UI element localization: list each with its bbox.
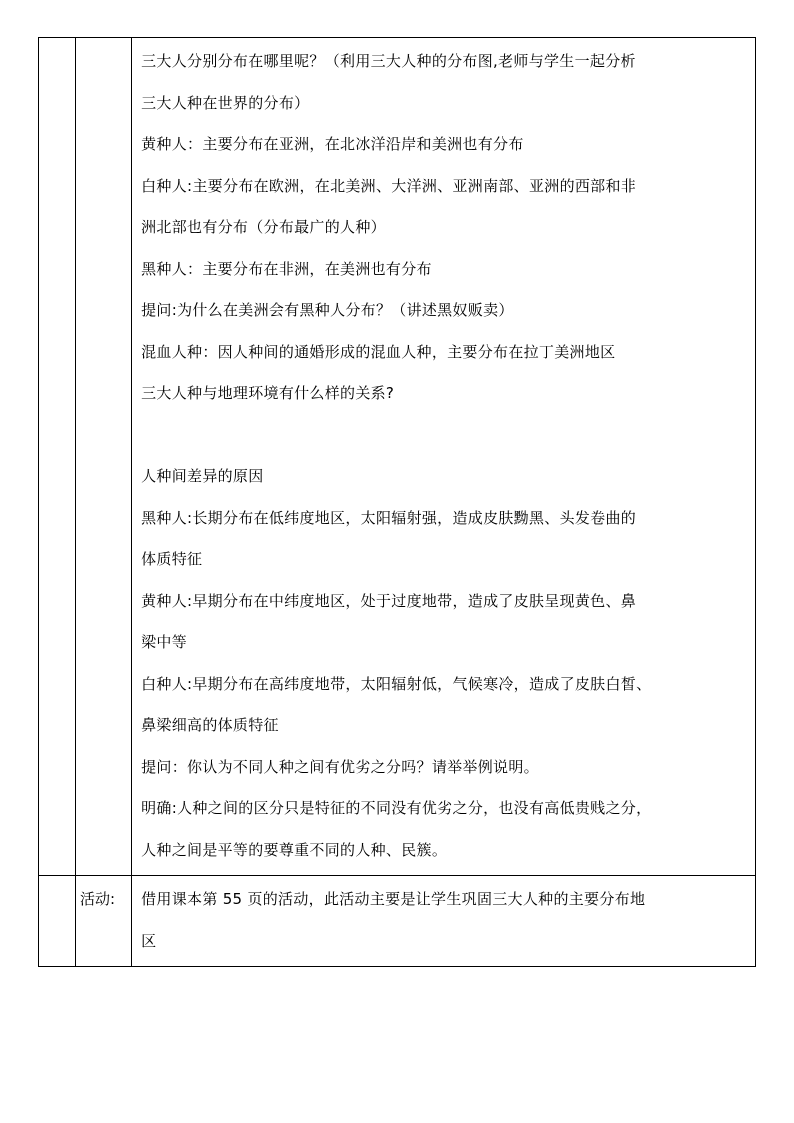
section-heading: 人种间差异的原因 <box>141 467 264 485</box>
activity-label: 活动: <box>76 876 132 967</box>
blank-line <box>141 415 749 457</box>
lesson-plan-table <box>38 37 756 967</box>
activity-content-cell <box>132 876 756 967</box>
text-line: 三大人种在世界的分布） <box>141 93 310 112</box>
empty-label-cell <box>76 38 132 876</box>
text-line: 白种人:早期分布在高纬度地带，太阳辐射低，气候寒冷，造成了皮肤白皙、 <box>141 674 652 693</box>
text-line: 黑种人:长期分布在低纬度地区，太阳辐射强，造成皮肤黝黑、头发卷曲的 <box>141 508 637 527</box>
text-line: 借用课本第 55 页的活动，此活动主要是让学生巩固三大人种的主要分布地 <box>141 890 646 908</box>
text-line: 黄种人：主要分布在亚洲，在北冰洋沿岸和美洲也有分布 <box>141 135 524 153</box>
text-line: 混血人种：因人种间的通婚形成的混血人种，主要分布在拉丁美洲地区 <box>141 342 616 361</box>
text-line: 人种之间是平等的要尊重不同的人种、民簇。 <box>141 840 448 859</box>
activity-row <box>39 876 756 967</box>
text-line: 黄种人:早期分布在中纬度地区，处于过度地带，造成了皮肤呈现黄色、鼻 <box>141 591 637 610</box>
empty-first-column-cell <box>39 876 76 967</box>
text-line: 体质特征 <box>141 550 203 568</box>
text-line: 提问:为什么在美洲会有黑种人分布？（讲述黑奴贩卖） <box>141 301 514 319</box>
text-line: 鼻梁细高的体质特征 <box>141 716 279 734</box>
main-content-cell <box>132 38 756 876</box>
text-line: 白种人:主要分布在欧洲，在北美洲、大洋洲、亚洲南部、亚洲的西部和非 <box>141 176 637 195</box>
empty-first-column-cell <box>39 38 76 876</box>
text-line: 提问：你认为不同人种之间有优劣之分吗？请举举例说明。 <box>141 757 539 776</box>
text-line: 明确:人种之间的区分只是特征的不同没有优劣之分，也没有高低贵贱之分， <box>141 799 652 817</box>
text-line: 黑种人：主要分布在非洲，在美洲也有分布 <box>141 259 432 278</box>
text-line: 三大人分别分布在哪里呢？（利用三大人种的分布图,老师与学生一起分析 <box>141 52 636 70</box>
text-line: 三大人种与地理环境有什么样的关系? <box>141 384 395 402</box>
text-line: 梁中等 <box>141 633 188 651</box>
text-line: 洲北部也有分布（分布最广的人种） <box>141 218 386 236</box>
text-line: 区 <box>141 931 157 950</box>
main-content-row <box>39 38 756 876</box>
